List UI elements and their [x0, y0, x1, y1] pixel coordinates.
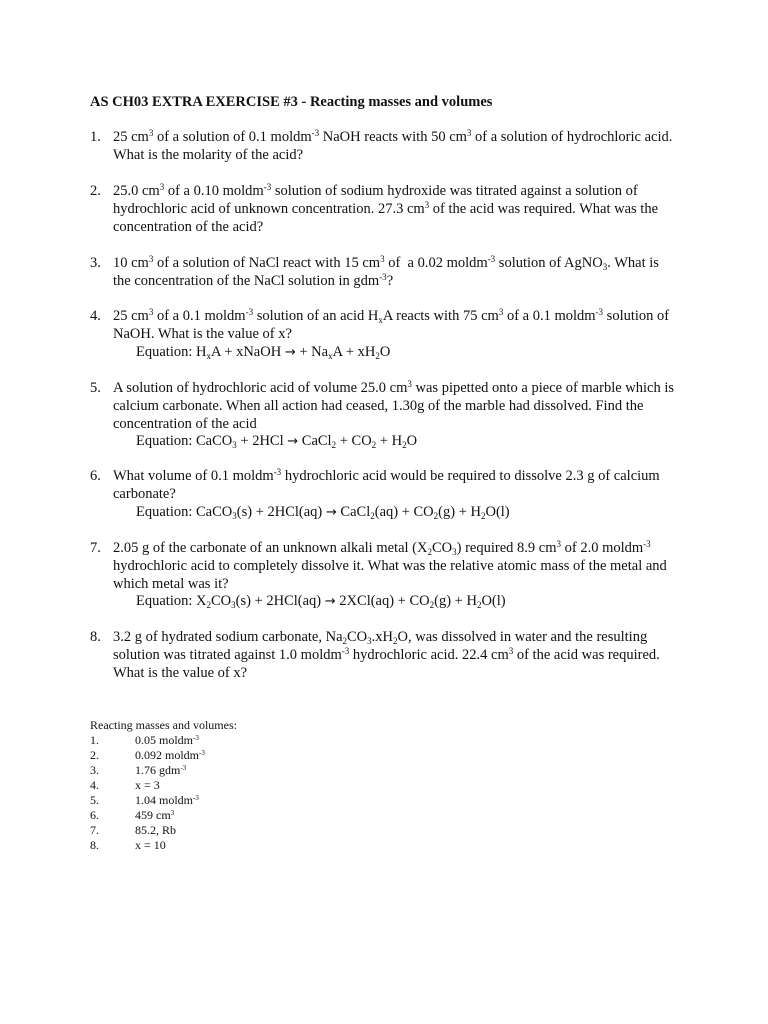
question-text: 2.05 g of the carbonate of an unknown alkali metal $(X_2CO_3)$ required 8.9 $cm^3$ of 2.0 moldm$^{-3}$ hydrochloric acid to completely dissolve it. What was the relative atomic mass of the metal and which metal was it? Equation: $X_2CO_3(s) + 2HCl(aq) \to 2XCl(aq) + CO_2(g) + H_2O(l)$ [113, 540, 680, 611]
answer-number: 4. [90, 778, 99, 792]
arrow-icon: → [324, 594, 336, 610]
answer-row [90, 778, 160, 793]
question-2 [90, 183, 680, 236]
answers-heading: Reacting masses and volumes: [90, 718, 237, 732]
answer-row [90, 748, 205, 763]
question-1 [90, 129, 680, 165]
answer-row [90, 838, 166, 853]
arrow-icon: → [284, 344, 296, 360]
answer-number: 8. [90, 838, 99, 852]
answer-value: 0.05 moldm [135, 733, 194, 747]
question-text: 3.2 g of hydrated sodium carbonate, $Na_2CO_3.xH_2O$, was dissolved in water and the resulting solution was titrated against 1.0 moldm$^{-3}$ hydrochloric acid. 22.4 $cm^3$ of the acid was required. What is the value of x? [113, 629, 660, 681]
answer-row [90, 733, 199, 748]
answer-superscript: -3 [199, 749, 205, 757]
answer-superscript: 3 [170, 809, 175, 817]
question-number: 3. [90, 255, 101, 271]
answer-superscript: -3 [180, 764, 187, 772]
question-number: 7. [90, 540, 101, 556]
equation: Equation: $X_2CO_3(s) + 2HCl(aq) \to 2XCl(aq) + CO_2(g) + H_2O(l)$ [136, 593, 506, 611]
answer-row [90, 823, 176, 838]
answer-number: 5. [90, 793, 99, 807]
question-3 [90, 255, 680, 291]
question-text: 10 $cm^3$ of a solution of NaCl react with 15 $cm^3$ of a 0.02 moldm$^{-3}$ solution of AgNO$_3$. What is the concentration of the NaCl solution in gdm$^{-3}$? [113, 254, 659, 289]
arrow-icon: → [325, 504, 337, 520]
question-text: 25.0 $cm^3$ of a 0.10 moldm$^{-3}$ solution of sodium hydroxide was titrated against a solution of hydrochloric acid of unknown concentration. 27.3 $cm^3$ of the acid was required. What was the concentration of the acid? [113, 182, 658, 235]
equation: Equation: $H_xA$ + xNaOH → + $Na_xA + xH_2O$ [136, 343, 391, 361]
answer-number: 2. [90, 748, 99, 762]
answer-value: 1.04 moldm [135, 793, 194, 807]
equation: Equation: CaCO$_3$ + 2HCl → CaCl$_2$ + $CO_2 + H_2O$ [136, 433, 418, 451]
answer-value: 85.2, Rb [135, 823, 177, 837]
question-4 [90, 308, 680, 361]
answer-value: x = 3 [135, 778, 160, 792]
question-number: 5. [90, 380, 101, 396]
question-text: 25 $cm^3$ of a solution of 0.1 moldm$^{-3}$ NaOH reacts with 50 $cm^3$ of a solution of hydrochloric acid. What is the molarity of the acid? [113, 128, 673, 163]
page-title: AS CH03 EXTRA EXERCISE #3 - Reacting masses and volumes [90, 94, 493, 110]
question-number: 6. [90, 468, 101, 484]
question-text: What volume of 0.1 moldm$^{-3}$ hydrochloric acid would be required to dissolve 2.3 g of calcium carbonate? Equation: CaCO$_3$(s) + 2HCl(aq) → CaCl$_2$(aq) + $CO_2(g) + H_2O(l)$ [113, 468, 680, 521]
answer-value: 1.76 gdm [135, 763, 181, 777]
question-5 [90, 380, 680, 451]
question-number: 1. [90, 129, 101, 145]
answer-row [90, 793, 199, 808]
answer-value: x = 10 [135, 838, 166, 852]
question-text: 25 $cm^3$ of a 0.1 moldm$^{-3}$ solution of an acid $H_xA$ reacts with 75 $cm^3$ of a 0.1 moldm$^{-3}$ solution of NaOH. What is the value of x? Equation: $H_xA$ + xNaOH → + $Na_xA + xH_2O$ [113, 308, 680, 361]
question-text: A solution of hydrochloric acid of volume 25.0 $cm^3$ was pipetted onto a piece of marble which is calcium carbonate. When all action had ceased, 1.30g of the marble had dissolved. Find the concentration of the acid Equation: CaCO$_3$ + 2HCl → CaCl$_2$ + $CO_2 + H_2O$ [113, 380, 680, 451]
arrow-icon: → [287, 434, 299, 450]
answer-number: 7. [90, 823, 99, 837]
question-7 [90, 540, 680, 611]
question-number: 8. [90, 629, 101, 645]
answer-row [90, 808, 174, 823]
answer-superscript: -3 [193, 734, 199, 742]
answer-row [90, 763, 186, 778]
answer-superscript: -3 [193, 794, 199, 802]
answer-value: 0.092 moldm [135, 748, 200, 762]
question-number: 4. [90, 308, 101, 324]
answer-number: 6. [90, 808, 99, 822]
answer-value: 459 cm [135, 808, 171, 822]
question-number: 2. [90, 183, 101, 199]
answer-number: 3. [90, 763, 99, 777]
question-8 [90, 629, 680, 682]
question-6 [90, 468, 680, 521]
answer-number: 1. [90, 733, 99, 747]
equation: Equation: CaCO$_3$(s) + 2HCl(aq) → CaCl$_2$(aq) + $CO_2(g) + H_2O(l)$ [136, 503, 510, 521]
